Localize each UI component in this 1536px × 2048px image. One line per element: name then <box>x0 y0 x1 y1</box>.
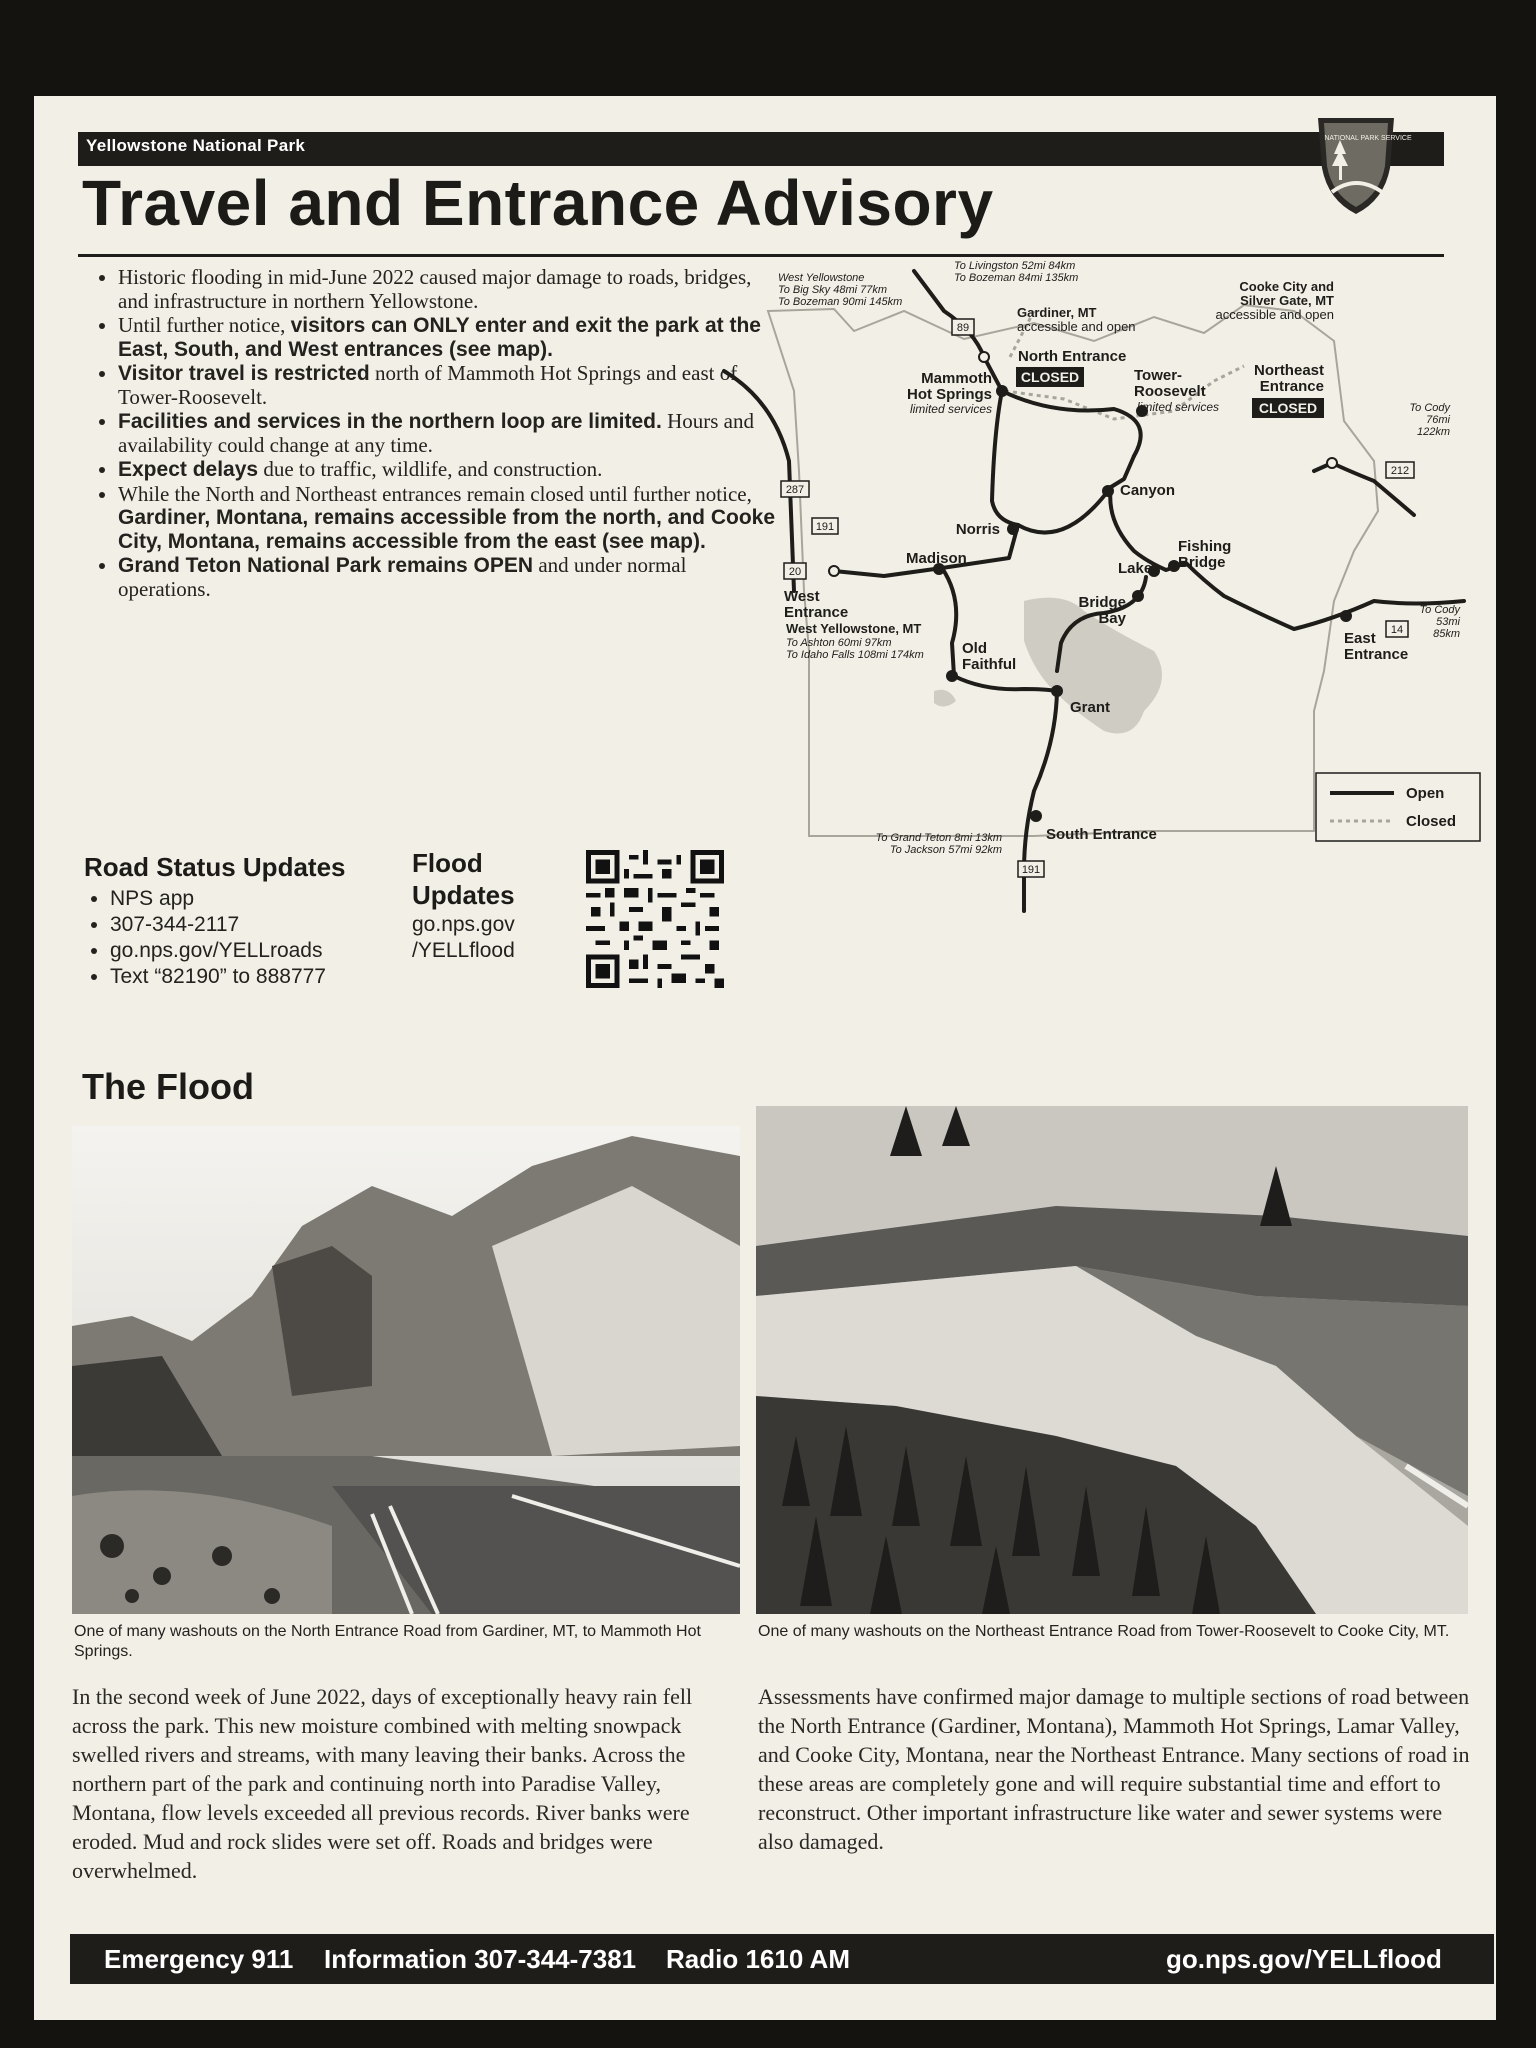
svg-text:Mammoth: Mammoth <box>921 370 992 387</box>
gardiner-label <box>1017 305 1136 334</box>
bullet-item: • Historic flooding in mid-June 2022 caused major damage to roads, bridges, and infrastructure in northern Yellowstone. <box>118 266 778 313</box>
svg-text:East: East <box>1344 630 1376 647</box>
northeast-entrance-label <box>1254 362 1324 395</box>
lake-label: Lake <box>1118 560 1153 577</box>
svg-text:Entrance: Entrance <box>1344 646 1409 663</box>
route-20: 20 <box>788 566 802 578</box>
svg-text:To Bozeman 84mi 135km: To Bozeman 84mi 135km <box>954 272 1079 284</box>
mammoth-services: limited services <box>909 402 992 416</box>
advisory-sheet <box>34 96 1496 2020</box>
svg-text:122km: 122km <box>1416 426 1450 438</box>
svg-text:Gardiner, MT: Gardiner, MT <box>1017 305 1097 320</box>
svg-text:Fishing: Fishing <box>1178 538 1232 555</box>
svg-text:West: West <box>784 588 820 605</box>
list-item: • NPS app <box>110 886 384 912</box>
svg-text:To Idaho Falls 108mi 174km: To Idaho Falls 108mi 174km <box>786 649 924 661</box>
flood-updates-section <box>412 848 562 964</box>
list-item: • go.nps.gov/YELLroads <box>110 938 384 964</box>
west-yellowstone-mt: West Yellowstone, MT <box>786 621 922 636</box>
ashton-note <box>786 637 924 661</box>
svg-text:Roosevelt: Roosevelt <box>1134 383 1206 400</box>
svg-text:Faithful: Faithful <box>962 656 1017 673</box>
north-entrance-label: North Entrance <box>1018 348 1127 365</box>
west-entrance-label <box>784 588 848 621</box>
svg-text:Silver Gate, MT: Silver Gate, MT <box>1240 293 1334 308</box>
svg-text:Bridge: Bridge <box>1078 594 1126 611</box>
svg-text:accessible and open: accessible and open <box>1017 319 1136 334</box>
svg-text:Northeast: Northeast <box>1253 362 1324 379</box>
livingston-note <box>954 260 1078 284</box>
park-map <box>734 260 1484 1011</box>
fishing-bridge-label <box>1178 538 1231 571</box>
mammoth-label <box>907 370 992 403</box>
cooke-city-label <box>1215 279 1334 322</box>
flood-updates-url-1: go.nps.gov <box>412 913 515 936</box>
logo-text: NATIONAL PARK SERVICE <box>1324 135 1412 142</box>
route-212: 212 <box>1390 465 1410 477</box>
flood-paragraph-2: Assessments have confirmed major damage to multiple sections of road between the North Entrance (Gardiner, Montana), Mammoth Hot Springs, Lamar Valley, and Cooke City, Montana, near the Northeast Entrance. Many sections of road in these areas are completely gone and will require substantial time and effort to reconstruct. Other important infrastructure like water and sewer systems were also damaged. <box>758 1684 1470 1854</box>
bullet-item: • Until further notice, visitors can ONLY enter and exit the park at the East, South, and West entrances (see map). <box>118 314 778 361</box>
tower-roosevelt-label <box>1134 367 1206 400</box>
bullet-item: • Visitor travel is restricted north of Mammoth Hot Springs and east of Tower-Roosevelt. <box>118 362 778 409</box>
flood-updates-heading-2: Updates <box>412 880 515 910</box>
svg-text:To Livingston 52mi 84km: To Livingston 52mi 84km <box>954 260 1076 272</box>
flood-updates-heading-1: Flood <box>412 848 483 878</box>
washout-photo-northeast <box>756 1106 1468 1614</box>
advisory-bullets <box>90 266 778 602</box>
footer-emergency: Emergency 911 <box>104 1944 294 1974</box>
route-191-north: 191 <box>815 521 835 533</box>
footer-bar <box>70 1934 1494 1984</box>
bullet-item: • Grand Teton National Park remains OPEN and under normal operations. <box>118 554 778 601</box>
washout-photo-north <box>72 1126 740 1614</box>
svg-text:Cooke City and: Cooke City and <box>1239 279 1334 294</box>
map-legend <box>1316 773 1480 841</box>
flood-heading: The Flood <box>82 1066 254 1107</box>
cody-ne-note <box>1409 402 1451 438</box>
road-status-list <box>84 886 384 990</box>
west-yellowstone-note <box>778 272 902 308</box>
route-14: 14 <box>1390 624 1404 636</box>
canyon-label: Canyon <box>1120 482 1176 499</box>
svg-text:Hot Springs: Hot Springs <box>907 386 992 403</box>
svg-text:Old: Old <box>962 640 987 657</box>
road-status-section <box>84 852 384 990</box>
svg-text:To Cody: To Cody <box>1419 604 1460 616</box>
flood-updates-url-2: /YELLflood <box>412 939 515 962</box>
svg-text:85km: 85km <box>1433 628 1460 640</box>
svg-text:To Jackson 57mi 92km: To Jackson 57mi 92km <box>889 844 1002 856</box>
photo-caption-northeast: One of many washouts on the Northeast Entrance Road from Tower-Roosevelt to Cooke City, MT. <box>758 1623 1450 1640</box>
road-status-heading: Road Status Updates <box>84 852 346 882</box>
bullet-item: • Expect delays due to traffic, wildlife, and construction. <box>118 458 778 482</box>
svg-text:accessible and open: accessible and open <box>1215 307 1334 322</box>
footer-information: Information 307-344-7381 <box>324 1944 637 1974</box>
svg-text:West Yellowstone: West Yellowstone <box>778 272 865 284</box>
route-287: 287 <box>785 484 805 496</box>
route-89: 89 <box>956 322 970 334</box>
old-faithful-label <box>962 640 1016 673</box>
cody-e-note <box>1419 604 1461 640</box>
tower-services: limited services <box>1137 400 1220 414</box>
grant-label: Grant <box>1070 699 1111 716</box>
svg-text:53mi: 53mi <box>1436 616 1460 628</box>
photo-caption-north: One of many washouts on the North Entrance Road from Gardiner, MT, to Mammoth Hot Springs. <box>74 1623 701 1660</box>
svg-text:To Cody: To Cody <box>1409 402 1450 414</box>
south-entrance-label: South Entrance <box>1046 826 1157 843</box>
footer-url[interactable]: go.nps.gov/YELLflood <box>1166 1944 1442 1974</box>
norris-label: Norris <box>955 521 1000 538</box>
nps-arrowhead-icon <box>1310 110 1412 218</box>
svg-text:Tower-: Tower- <box>1134 367 1183 384</box>
flood-paragraph-1: In the second week of June 2022, days of exceptionally heavy rain fell across the park. This new moisture combined with melting snowpack swelled rivers and streams, with many leaving their banks. Across the northern part of the park and continuing north into Paradise Valley, Montana, flow levels exceeded all previous records. River banks were eroded. Mud and rock slides were set off. Roads and bridges were overwhelmed. <box>72 1684 693 1883</box>
page-title: Travel and Entrance Advisory <box>82 167 994 239</box>
bullet-item: • Facilities and services in the northern loop are limited. Hours and availability could change at any time. <box>118 410 778 457</box>
svg-text:Entrance: Entrance <box>1259 378 1324 395</box>
grand-teton-note <box>876 832 1002 856</box>
legend-open: Open <box>1406 785 1445 802</box>
svg-text:To Ashton 60mi 97km: To Ashton 60mi 97km <box>786 637 892 649</box>
svg-text:Entrance: Entrance <box>784 604 849 621</box>
svg-text:To Bozeman 90mi 145km: To Bozeman 90mi 145km <box>778 296 903 308</box>
north-closed-text: CLOSED <box>1020 369 1080 385</box>
title-divider <box>78 254 1444 257</box>
svg-text:76mi: 76mi <box>1426 414 1450 426</box>
list-item: • Text “82190” to 888777 <box>110 964 384 990</box>
northeast-closed-text: CLOSED <box>1258 400 1318 416</box>
route-191-south: 191 <box>1021 864 1041 876</box>
madison-label: Madison <box>906 550 967 567</box>
list-item: • 307-344-2117 <box>110 912 384 938</box>
legend-closed: Closed <box>1406 813 1457 830</box>
footer-radio: Radio 1610 AM <box>666 1944 850 1974</box>
svg-text:To Big Sky 48mi 77km: To Big Sky 48mi 77km <box>778 284 888 296</box>
bullet-item: • While the North and Northeast entrances remain closed until further notice, Gardiner, Montana, remains accessible from the north, and Cooke City, Montana, remains accessible from the east (see map). <box>118 483 778 554</box>
qr-code-icon[interactable] <box>586 850 724 988</box>
svg-text:To Grand Teton 8mi 13km: To Grand Teton 8mi 13km <box>875 832 1002 844</box>
svg-text:Bay: Bay <box>1098 610 1126 627</box>
svg-text:Bridge: Bridge <box>1178 554 1226 571</box>
park-name: Yellowstone National Park <box>86 136 306 155</box>
